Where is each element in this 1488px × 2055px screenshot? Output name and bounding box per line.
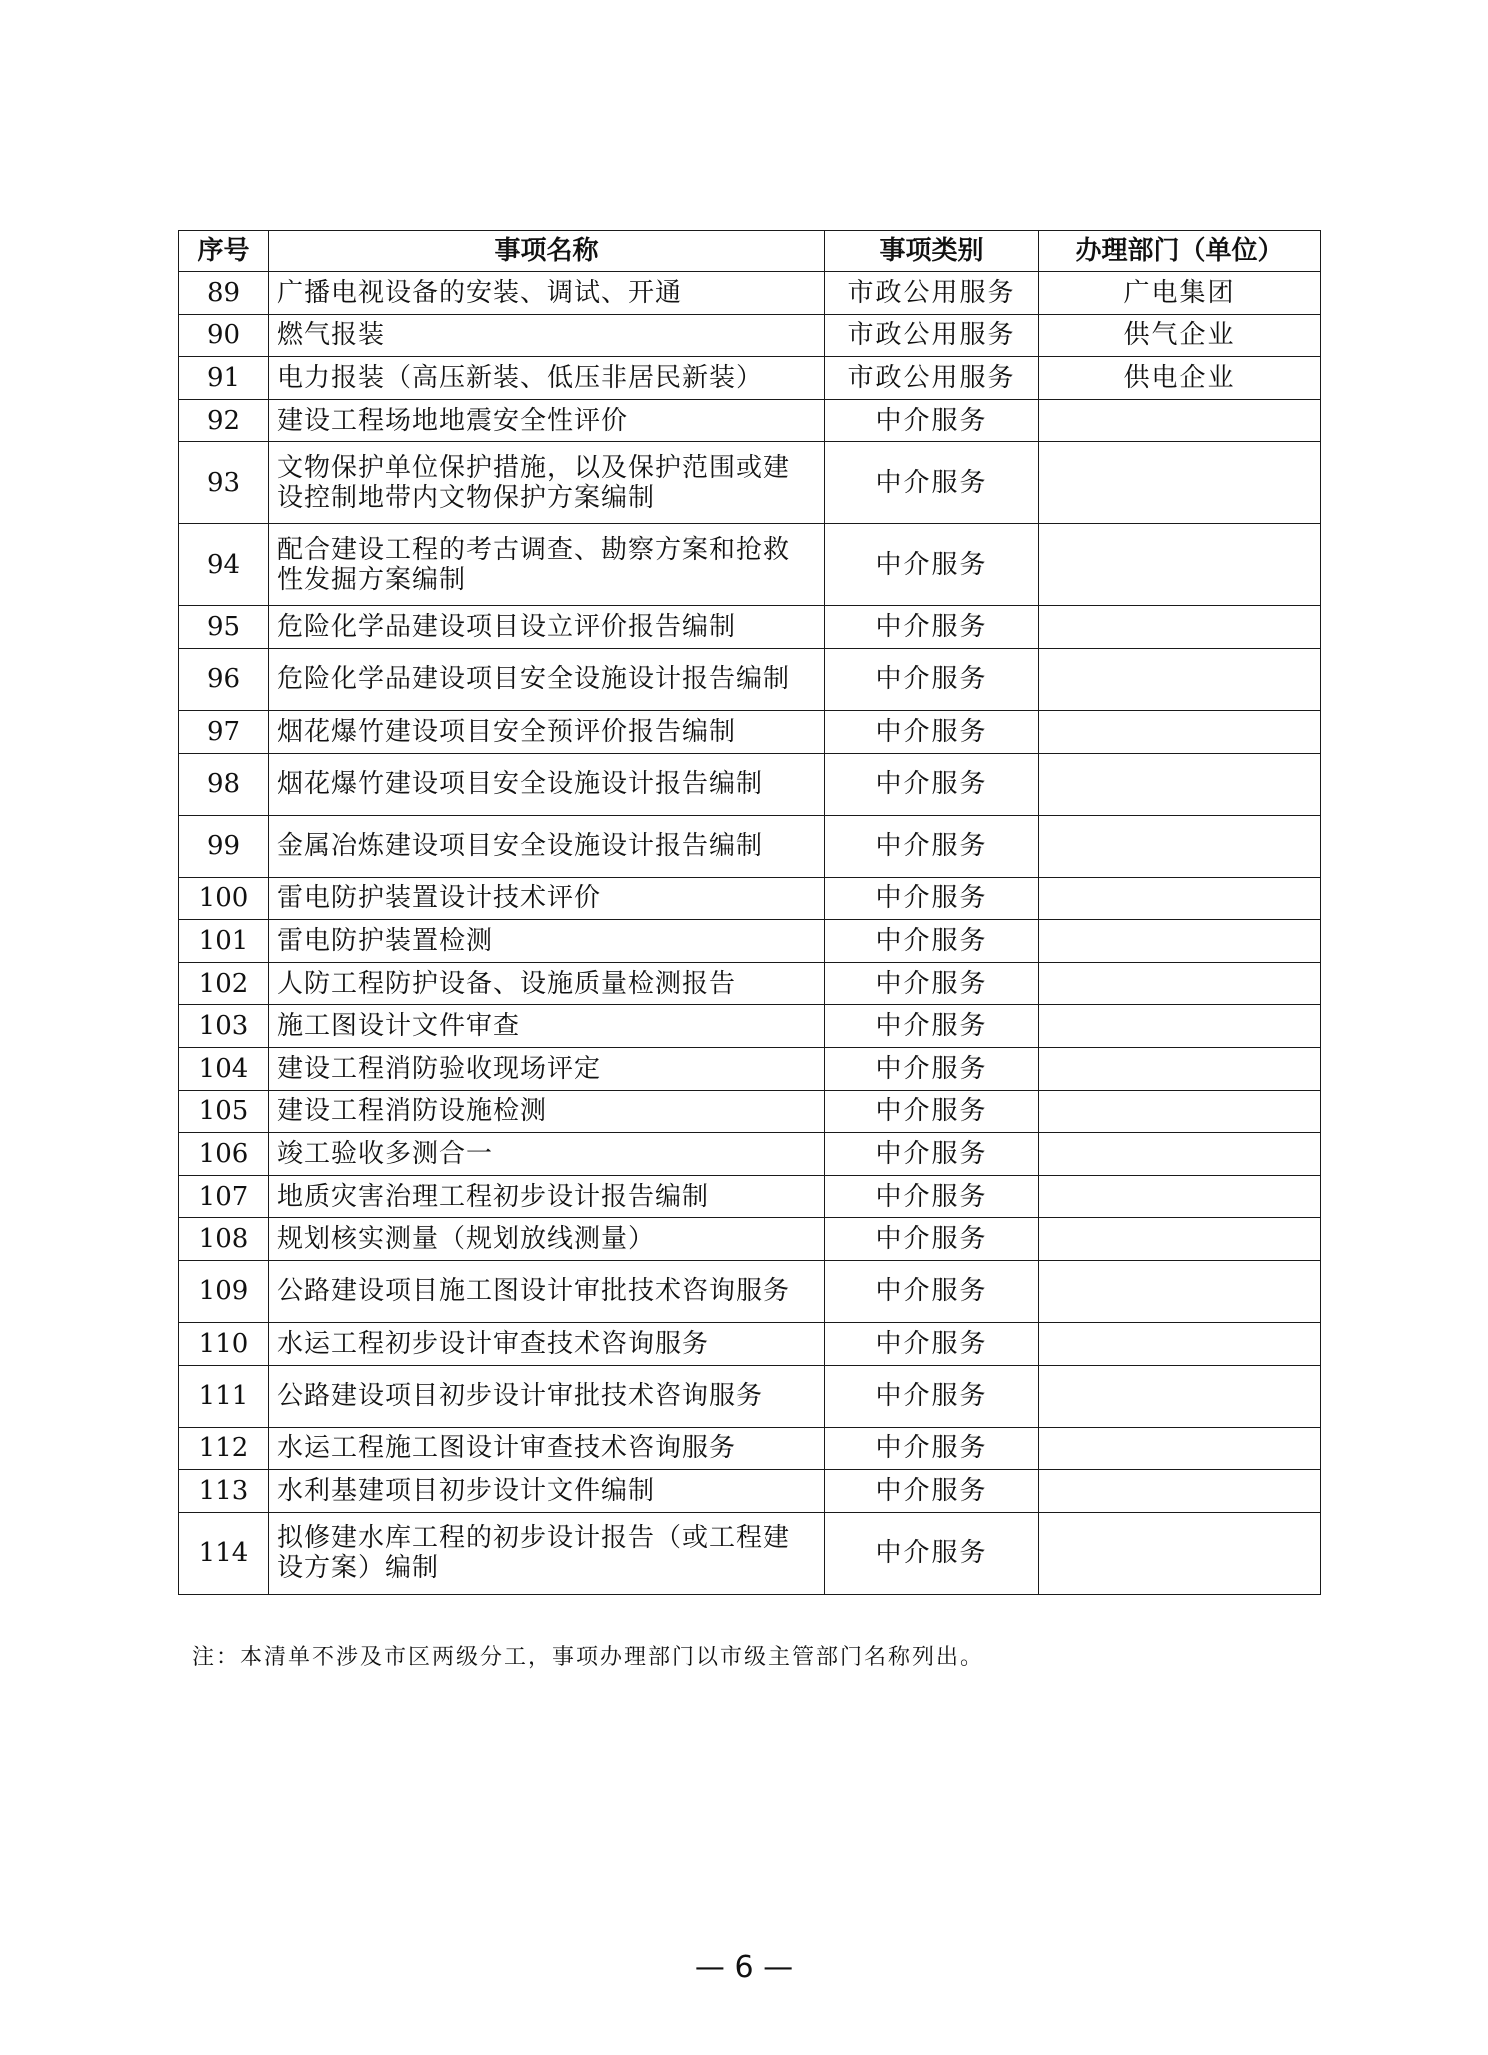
item-name: 建设工程消防设施检测 — [269, 1090, 825, 1133]
item-name: 公路建设项目施工图设计审批技术咨询服务 — [269, 1260, 825, 1322]
header-dept: 办理部门（单位） — [1039, 231, 1321, 272]
item-name: 建设工程消防验收现场评定 — [269, 1047, 825, 1090]
table-header-row — [179, 231, 1321, 272]
row-number: 92 — [179, 399, 269, 442]
item-type: 中介服务 — [825, 815, 1039, 877]
item-dept — [1039, 1133, 1321, 1176]
item-type: 市政公用服务 — [825, 314, 1039, 357]
item-type: 中介服务 — [825, 648, 1039, 710]
table-row — [179, 314, 1321, 357]
item-type: 市政公用服务 — [825, 357, 1039, 400]
item-dept — [1039, 648, 1321, 710]
item-type: 中介服务 — [825, 962, 1039, 1005]
item-type: 中介服务 — [825, 877, 1039, 920]
table-body — [179, 272, 1321, 1595]
item-dept — [1039, 815, 1321, 877]
table-row — [179, 1427, 1321, 1470]
item-type: 中介服务 — [825, 753, 1039, 815]
row-number: 98 — [179, 753, 269, 815]
item-dept — [1039, 1047, 1321, 1090]
item-name: 水利基建项目初步设计文件编制 — [269, 1470, 825, 1513]
header-no: 序号 — [179, 231, 269, 272]
row-number: 102 — [179, 962, 269, 1005]
items-table — [178, 230, 1321, 1595]
item-name: 雷电防护装置设计技术评价 — [269, 877, 825, 920]
table-row — [179, 877, 1321, 920]
header-type: 事项类别 — [825, 231, 1039, 272]
table-row — [179, 815, 1321, 877]
header-name: 事项名称 — [269, 231, 825, 272]
item-name: 建设工程场地地震安全性评价 — [269, 399, 825, 442]
item-name: 燃气报装 — [269, 314, 825, 357]
item-name: 广播电视设备的安装、调试、开通 — [269, 272, 825, 315]
item-dept — [1039, 1512, 1321, 1594]
item-dept — [1039, 606, 1321, 649]
item-dept — [1039, 442, 1321, 524]
item-dept — [1039, 1470, 1321, 1513]
item-dept — [1039, 1322, 1321, 1365]
item-name: 公路建设项目初步设计审批技术咨询服务 — [269, 1365, 825, 1427]
table-row — [179, 442, 1321, 524]
table-row — [179, 920, 1321, 963]
row-number: 104 — [179, 1047, 269, 1090]
item-name: 电力报装（高压新装、低压非居民新装） — [269, 357, 825, 400]
row-number: 114 — [179, 1512, 269, 1594]
item-name: 雷电防护装置检测 — [269, 920, 825, 963]
item-type: 中介服务 — [825, 606, 1039, 649]
item-type: 中介服务 — [825, 1260, 1039, 1322]
item-name: 规划核实测量（规划放线测量） — [269, 1218, 825, 1261]
item-type: 中介服务 — [825, 1470, 1039, 1513]
item-type: 中介服务 — [825, 710, 1039, 753]
table-row — [179, 1133, 1321, 1176]
row-number: 106 — [179, 1133, 269, 1176]
row-number: 90 — [179, 314, 269, 357]
item-name: 危险化学品建设项目设立评价报告编制 — [269, 606, 825, 649]
table-row — [179, 1512, 1321, 1594]
table-row — [179, 399, 1321, 442]
table-row — [179, 1218, 1321, 1261]
item-dept — [1039, 1218, 1321, 1261]
item-type: 中介服务 — [825, 1090, 1039, 1133]
item-type: 中介服务 — [825, 1175, 1039, 1218]
item-dept — [1039, 920, 1321, 963]
item-type: 中介服务 — [825, 1005, 1039, 1048]
row-number: 97 — [179, 710, 269, 753]
item-name: 文物保护单位保护措施，以及保护范围或建设控制地带内文物保护方案编制 — [269, 442, 825, 524]
row-number: 110 — [179, 1322, 269, 1365]
row-number: 100 — [179, 877, 269, 920]
item-type: 市政公用服务 — [825, 272, 1039, 315]
item-type: 中介服务 — [825, 442, 1039, 524]
item-dept — [1039, 1175, 1321, 1218]
item-name: 人防工程防护设备、设施质量检测报告 — [269, 962, 825, 1005]
item-name: 危险化学品建设项目安全设施设计报告编制 — [269, 648, 825, 710]
item-name: 金属冶炼建设项目安全设施设计报告编制 — [269, 815, 825, 877]
page-number: — 6 — — [694, 1950, 794, 1985]
item-dept — [1039, 399, 1321, 442]
item-type: 中介服务 — [825, 1133, 1039, 1176]
item-dept — [1039, 962, 1321, 1005]
table-row — [179, 272, 1321, 315]
item-name: 水运工程初步设计审查技术咨询服务 — [269, 1322, 825, 1365]
item-type: 中介服务 — [825, 1427, 1039, 1470]
table-row — [179, 1005, 1321, 1048]
row-number: 105 — [179, 1090, 269, 1133]
table-row — [179, 1175, 1321, 1218]
item-name: 烟花爆竹建设项目安全设施设计报告编制 — [269, 753, 825, 815]
item-type: 中介服务 — [825, 1365, 1039, 1427]
table-row — [179, 710, 1321, 753]
table-row — [179, 1470, 1321, 1513]
item-type: 中介服务 — [825, 524, 1039, 606]
row-number: 89 — [179, 272, 269, 315]
footnote: 注：本清单不涉及市区两级分工，事项办理部门以市级主管部门名称列出。 — [192, 1645, 985, 1670]
item-name: 配合建设工程的考古调查、勘察方案和抢救性发掘方案编制 — [269, 524, 825, 606]
item-dept: 供气企业 — [1039, 314, 1321, 357]
item-name: 拟修建水库工程的初步设计报告（或工程建设方案）编制 — [269, 1512, 825, 1594]
item-dept — [1039, 1090, 1321, 1133]
item-type: 中介服务 — [825, 920, 1039, 963]
row-number: 95 — [179, 606, 269, 649]
table-row — [179, 753, 1321, 815]
row-number: 96 — [179, 648, 269, 710]
item-dept: 供电企业 — [1039, 357, 1321, 400]
table-row — [179, 1322, 1321, 1365]
item-dept — [1039, 1260, 1321, 1322]
table-row — [179, 1047, 1321, 1090]
item-type: 中介服务 — [825, 1512, 1039, 1594]
table-row — [179, 1090, 1321, 1133]
item-dept — [1039, 1365, 1321, 1427]
row-number: 107 — [179, 1175, 269, 1218]
row-number: 109 — [179, 1260, 269, 1322]
row-number: 101 — [179, 920, 269, 963]
row-number: 99 — [179, 815, 269, 877]
item-name: 竣工验收多测合一 — [269, 1133, 825, 1176]
item-dept: 广电集团 — [1039, 272, 1321, 315]
row-number: 113 — [179, 1470, 269, 1513]
table-row — [179, 606, 1321, 649]
item-name: 施工图设计文件审查 — [269, 1005, 825, 1048]
item-type: 中介服务 — [825, 1047, 1039, 1090]
item-type: 中介服务 — [825, 1218, 1039, 1261]
item-dept — [1039, 710, 1321, 753]
item-dept — [1039, 877, 1321, 920]
table-row — [179, 962, 1321, 1005]
row-number: 91 — [179, 357, 269, 400]
row-number: 103 — [179, 1005, 269, 1048]
row-number: 93 — [179, 442, 269, 524]
row-number: 94 — [179, 524, 269, 606]
row-number: 111 — [179, 1365, 269, 1427]
item-name: 烟花爆竹建设项目安全预评价报告编制 — [269, 710, 825, 753]
item-dept — [1039, 753, 1321, 815]
item-type: 中介服务 — [825, 1322, 1039, 1365]
table-row — [179, 357, 1321, 400]
item-dept — [1039, 1005, 1321, 1048]
item-dept — [1039, 1427, 1321, 1470]
table-row — [179, 524, 1321, 606]
item-type: 中介服务 — [825, 399, 1039, 442]
item-name: 水运工程施工图设计审查技术咨询服务 — [269, 1427, 825, 1470]
table-row — [179, 648, 1321, 710]
row-number: 112 — [179, 1427, 269, 1470]
table-row — [179, 1260, 1321, 1322]
row-number: 108 — [179, 1218, 269, 1261]
item-dept — [1039, 524, 1321, 606]
table-row — [179, 1365, 1321, 1427]
item-name: 地质灾害治理工程初步设计报告编制 — [269, 1175, 825, 1218]
